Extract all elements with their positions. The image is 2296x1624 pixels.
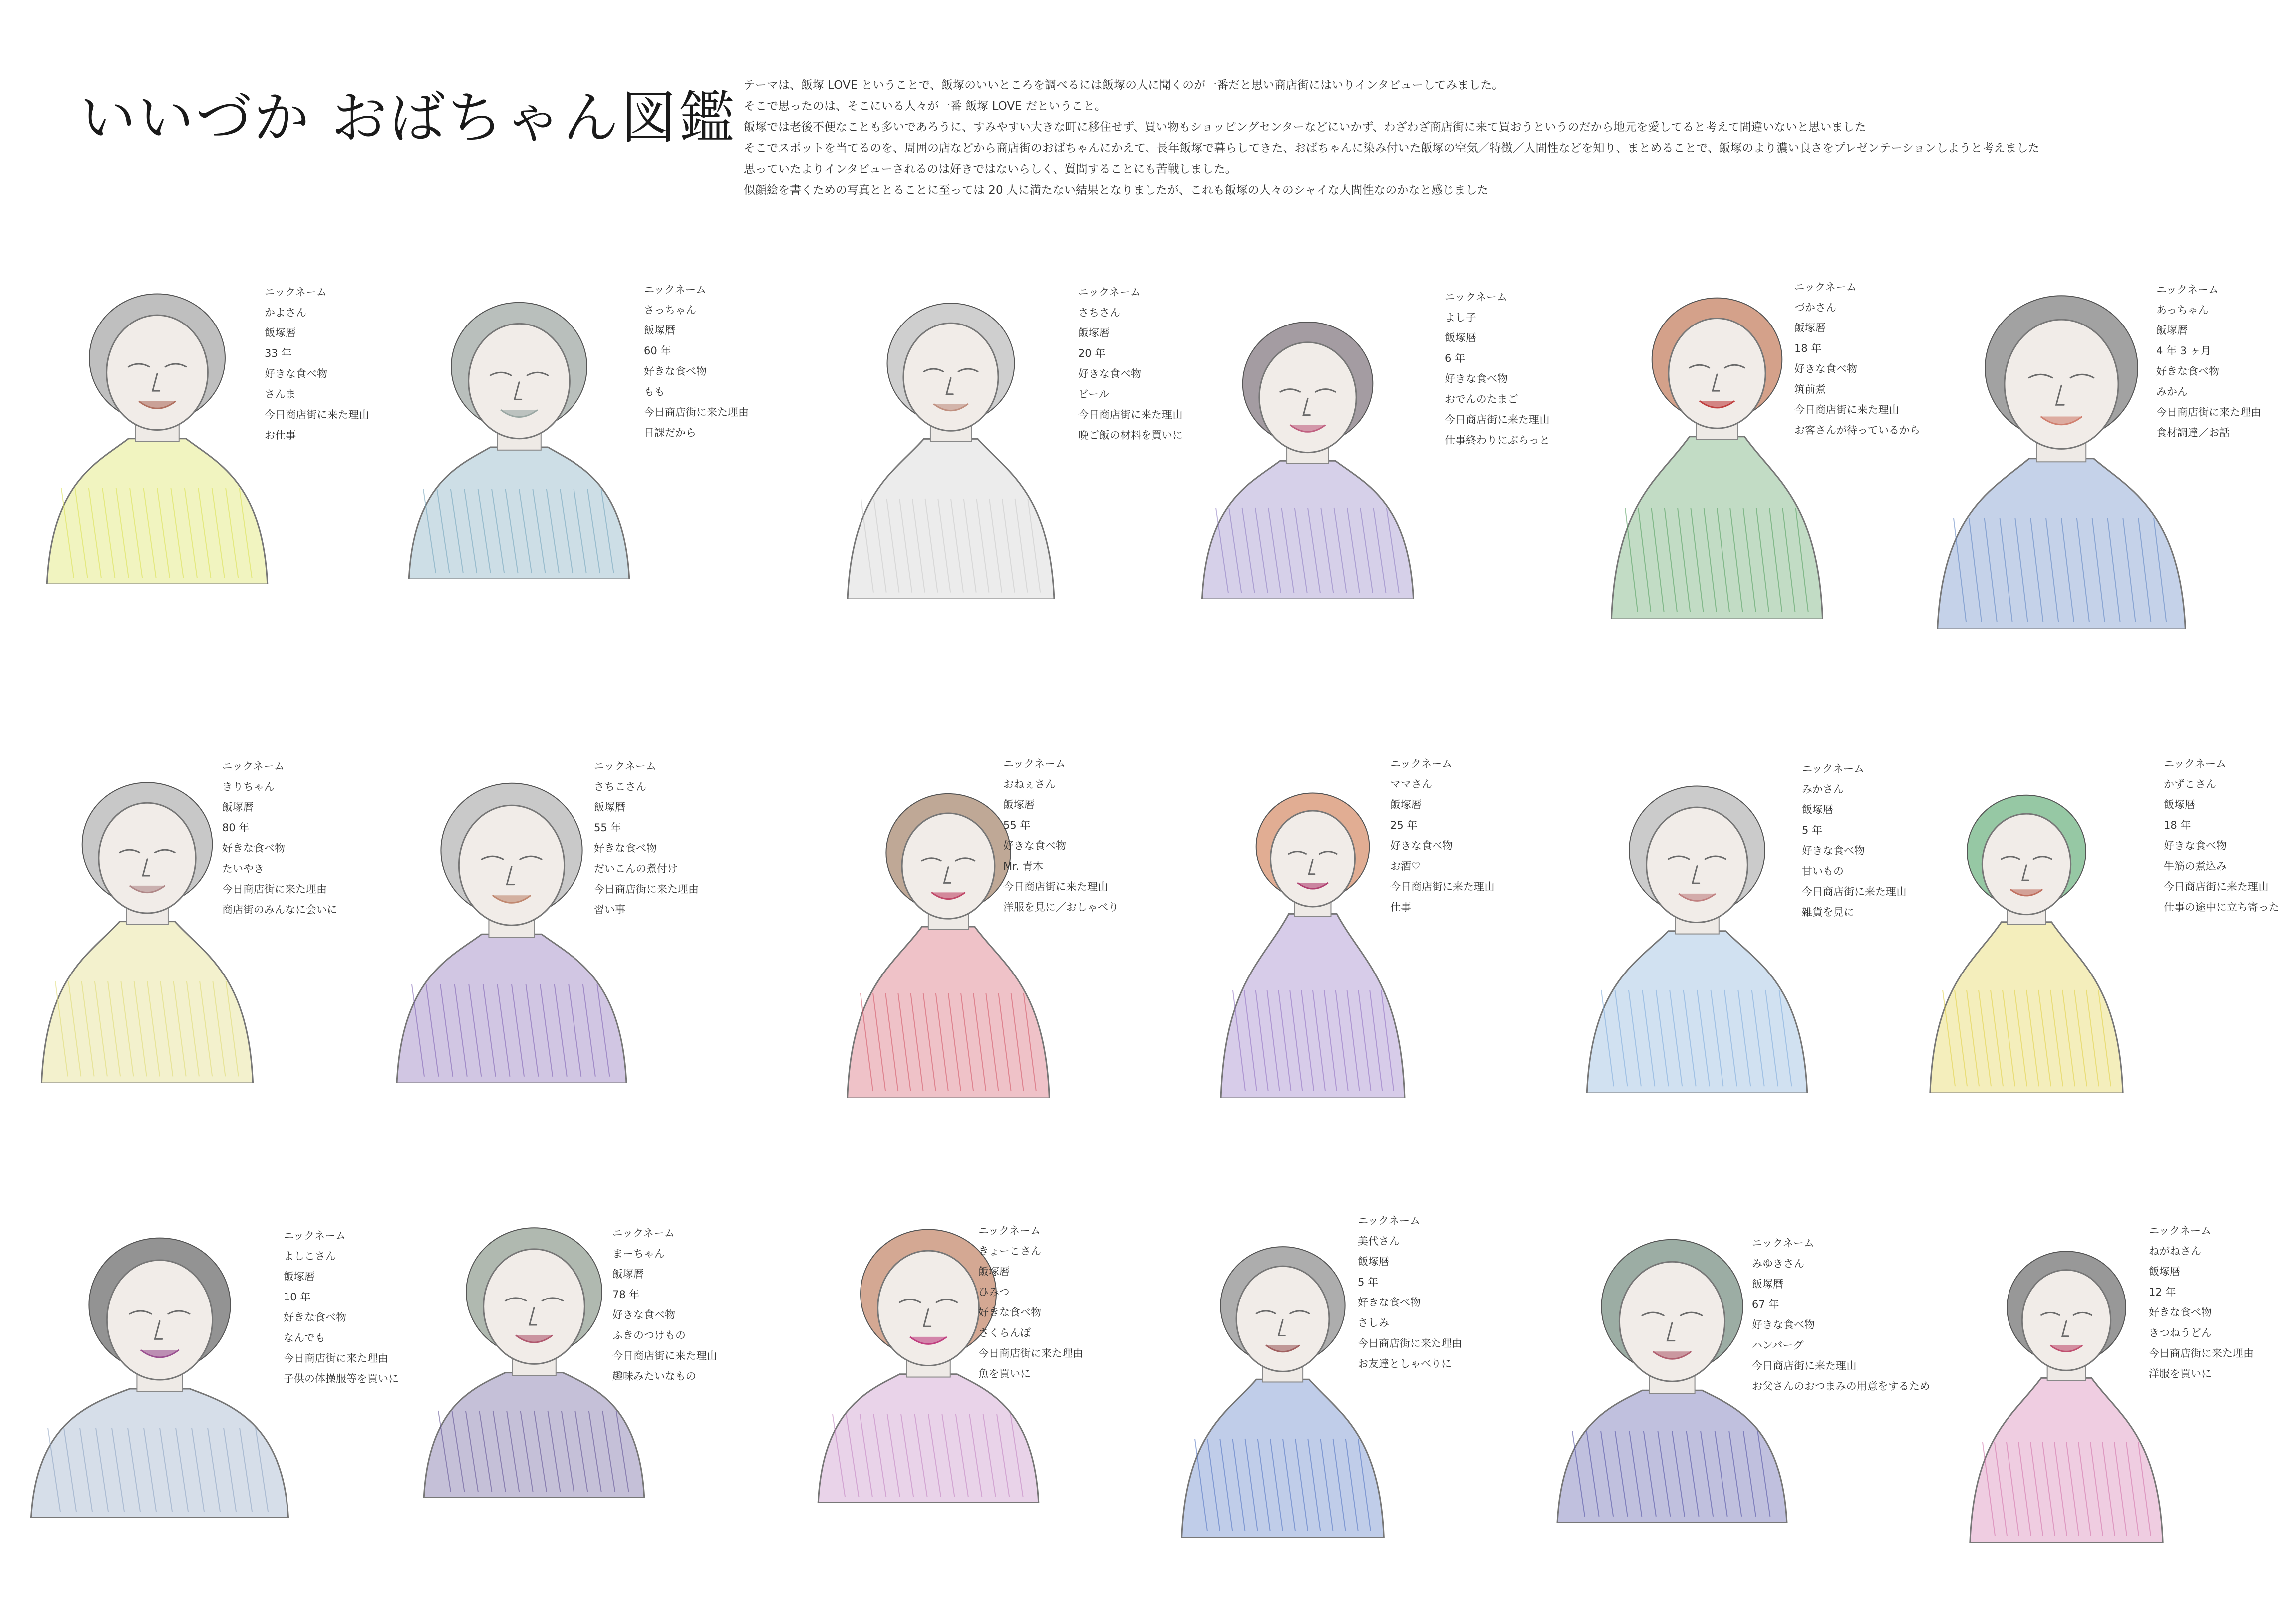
profile-food-label: 好きな食べ物 [1445,373,1508,385]
profile-reason: 晩ご飯の材料を買いに [1078,429,1183,441]
profile-reason: 仕事 [1390,901,1411,913]
profile-nickname: あっちゃん [2156,304,2209,316]
profile-food-label: 好きな食べ物 [1003,840,1066,852]
portrait-drawing [1193,295,1423,599]
intro-line: テーマは、飯塚 LOVE ということで、飯塚のいいところを調べるには飯塚の人に聞くのが一番だと思い商店街にはいりインタビューしてみました。 [744,79,1504,92]
profile-food: ビール [1078,388,1109,400]
profile-reason: 雑貨を見に [1802,906,1854,918]
profile-nickname-label: ニックネーム [1390,758,1452,770]
portrait-torso [41,922,253,1083]
profile-reason-label: 今日商店街に来た理由 [1752,1360,1857,1372]
profile-nickname: 美代さん [1358,1235,1400,1247]
profile-nickname-label: ニックネーム [2149,1225,2211,1237]
profile-reason: お客さんが待っているから [1794,424,1920,436]
profile-reason: 日課だから [644,427,696,439]
profile-info [284,1226,399,1389]
profile-reason-label: 今日商店街に来た理由 [2156,406,2261,418]
portrait-torso [397,934,626,1083]
profile-years-label: 飯塚暦 [1390,799,1422,811]
profile-food-label: 好きな食べ物 [1794,363,1857,375]
profile-reason-label: 今日商店街に来た理由 [2164,881,2269,893]
profile-years-label: 飯塚暦 [644,325,675,336]
portrait-drawing [1962,1208,2171,1543]
portrait-torso [424,1373,644,1498]
profile-reason-label: 今日商店街に来た理由 [612,1350,717,1362]
profile-nickname-label: ニックネーム [1802,763,1864,775]
profile-info [978,1221,1083,1384]
profile-info [612,1223,717,1387]
profile-reason-label: 今日商店街に来た理由 [1794,404,1899,416]
profile-food: お酒♡ [1390,860,1421,872]
profile-nickname-label: ニックネーム [284,1230,346,1242]
profile-nickname: よし子 [1445,312,1476,324]
profile-years: 4 年 3 ヶ月 [2156,345,2211,357]
profile-food-label: 好きな食べ物 [1390,840,1453,852]
profile-food-label: 好きな食べ物 [1752,1319,1815,1331]
intro-line: 思っていたよりインタビューされるのは好きではないらしく、質問することにも苦戦しました。 [744,163,1237,176]
profile-reason-label: 今日商店街に来た理由 [284,1352,388,1364]
profile-reason-label: 今日商店街に来た理由 [1390,881,1495,893]
portrait-torso [848,927,1050,1098]
portrait-torso [818,1374,1039,1503]
profile-reason-label: 今日商店街に来た理由 [222,883,327,895]
profile-food: もも [644,386,665,398]
profile-reason: 洋服を見に／おしゃべり [1003,901,1119,913]
portrait-torso [1611,437,1822,619]
profile-reason-label: 今日商店街に来た理由 [644,406,749,418]
profile-nickname: さちさん [1078,307,1120,319]
profile-reason: お友達としゃべりに [1358,1358,1452,1370]
profile-nickname-label: ニックネーム [2156,284,2219,296]
portrait-torso [1930,922,2123,1093]
profile-reason-label: 今日商店街に来た理由 [1003,881,1108,893]
profile-years-label: 飯塚暦 [612,1268,644,1280]
profile-years-label: 飯塚暦 [1752,1278,1783,1290]
profile-food-label: 好きな食べ物 [978,1306,1041,1318]
profile-reason-label: 今日商店街に来た理由 [978,1347,1083,1359]
profile-info [1445,287,1550,451]
portrait-torso [1938,459,2186,629]
profile-nickname: きりちゃん [222,781,275,793]
profile-food: 牛筋の煮込み [2164,860,2227,872]
profile-food: ハンバーグ [1752,1339,1804,1351]
portrait-drawing [1577,749,1817,1093]
profile-nickname: さっちゃん [644,304,696,316]
portrait-torso [848,439,1054,599]
profile-food-label: 好きな食べ物 [265,368,327,380]
profile-info [1802,759,1907,923]
profile-food-label: 好きな食べ物 [222,842,285,854]
portrait-drawing [1213,739,1413,1098]
profile-years-label: 飯塚暦 [2156,325,2188,336]
profile-years: 60 年 [644,345,671,357]
profile-nickname-label: ニックネーム [644,284,706,296]
profile-info [222,756,337,920]
profile-food-label: 好きな食べ物 [594,842,657,854]
portrait-drawing [839,265,1063,599]
profile-reason-label: 今日商店街に来た理由 [1802,886,1907,898]
portrait-drawing [20,1218,299,1518]
profile-food: なんでも [284,1332,325,1344]
profile-nickname-label: ニックネーム [2164,758,2226,770]
portrait-drawing [1927,260,2196,629]
profile-food: さくらんぼ [978,1327,1031,1339]
portrait-torso [1557,1390,1787,1523]
profile-reason-label: 今日商店街に来た理由 [1358,1337,1462,1349]
profile-nickname-label: ニックネーム [1358,1215,1420,1227]
profile-nickname: みゆきさん [1752,1258,1804,1270]
profile-info [2164,754,2279,918]
profile-food: ふきのつけもの [612,1329,686,1341]
profile-nickname-label: ニックネーム [1003,758,1066,770]
profile-food: たいやき [222,863,264,875]
profile-years-label: 飯塚暦 [1802,804,1833,816]
profile-years: 5 年 [1802,824,1823,836]
profile-food-label: 好きな食べ物 [644,365,707,377]
profile-food: 筑前煮 [1794,383,1826,395]
profile-reason: 魚を買いに [978,1368,1031,1380]
profile-info [1794,277,1920,441]
profile-nickname-label: ニックネーム [594,760,656,772]
profile-info [1003,754,1119,918]
profile-nickname: づかさん [1794,302,1836,314]
profile-food: だいこんの煮付け [594,863,678,875]
profile-years-label: 飯塚暦 [1794,322,1826,334]
profile-nickname-label: ニックネーム [978,1225,1041,1237]
profile-info [1078,282,1183,446]
profile-years: 18 年 [1794,342,1822,354]
portrait-torso [1970,1378,2163,1543]
profile-food-label: 好きな食べ物 [1358,1297,1421,1308]
page-title: いいづか おばちゃん図鑑 [80,86,737,151]
profile-food: さんま [265,388,296,400]
profile-info [2156,280,2261,443]
profile-info [1390,754,1495,918]
profile-years-label: 飯塚暦 [2149,1266,2180,1278]
profile-food: みかん [2156,386,2188,398]
profile-nickname-label: ニックネーム [222,760,285,772]
portrait-torso [47,439,268,584]
profile-reason: 商店街のみんなに会いに [222,904,337,916]
profile-nickname: かずこさん [2164,778,2216,790]
profile-reason-label: 今日商店街に来た理由 [1078,409,1183,421]
portrait-drawing [1922,749,2131,1093]
profile-food-label: 好きな食べ物 [2164,840,2227,852]
profile-reason: 仕事の途中に立ち寄った [2164,901,2279,913]
portrait-torso [1587,931,1807,1093]
profile-years-label: 飯塚暦 [978,1266,1010,1278]
profile-years-label: 飯塚暦 [284,1271,315,1283]
profile-nickname-label: ニックネーム [1794,281,1857,293]
profile-food: さしみ [1358,1317,1389,1329]
profile-nickname-label: ニックネーム [265,286,327,298]
profile-nickname-label: ニックネーム [1752,1237,1814,1249]
intro-line: 飯塚では老後不便なことも多いであろうに、すみやすい大きな町に移住せず、買い物もショッピングセンターなどにいかず、わざわざ商店街に来て買おうというのだから地元を愛してると考えて間違いないと思いました [744,121,1866,134]
profile-years: 12 年 [2149,1286,2176,1298]
profile-years: ひみつ [978,1286,1010,1298]
profile-info [265,282,369,446]
profile-nickname: よしこさん [284,1250,336,1262]
profile-years: 25 年 [1390,819,1418,831]
profile-years: 55 年 [1003,819,1031,831]
profile-nickname: さちこさん [594,781,646,793]
profile-years-label: 飯塚暦 [1358,1256,1389,1268]
profile-nickname: まーちゃん [612,1248,665,1260]
profile-years-label: 飯塚暦 [265,327,296,339]
profile-reason-label: 今日商店街に来た理由 [1445,414,1550,426]
profile-years: 33 年 [265,347,292,359]
profile-nickname: みかさん [1802,783,1844,795]
profile-years-label: 飯塚暦 [594,801,625,813]
profile-years-label: 飯塚暦 [1078,327,1110,339]
portrait-torso [1221,914,1405,1098]
profile-food: Mr. 青木 [1003,860,1044,872]
profile-reason: 子供の体操服等を買いに [284,1373,399,1385]
portrait-drawing [37,265,277,584]
profile-years: 10 年 [284,1291,311,1303]
profile-info [1752,1233,1930,1397]
portrait-torso [409,447,629,579]
profile-food-label: 好きな食べ物 [2149,1306,2212,1318]
profile-years: 78 年 [612,1289,640,1300]
profile-food-label: 好きな食べ物 [1802,845,1865,857]
profile-nickname-label: ニックネーム [1445,291,1507,303]
portrait-drawing [399,280,639,579]
profile-reason: 仕事終わりにぶらっと [1445,434,1550,446]
profile-info [644,280,749,443]
profile-nickname-label: ニックネーム [612,1227,675,1239]
profile-years: 6 年 [1445,352,1466,364]
intro-line: そこでスポットを当てるのを、周囲の店などから商店街のおばちゃんにかえて、長年飯塚で暮らしてきた、おばちゃんに染み付いた飯塚の空気／特徴／人間性などを知り、まとめることで、飯塚のより濃い良さをプレゼンテーションしようと考えました [744,142,2040,155]
profile-nickname: きょーこさん [978,1245,1041,1257]
profile-reason: お仕事 [265,429,296,441]
profile-reason: 洋服を買いに [2149,1368,2212,1380]
profile-nickname: ママさん [1390,778,1432,790]
profile-food-label: 好きな食べ物 [2156,365,2219,377]
intro-line: 似顔絵を書くための写真ととることに至っては 20 人に満たない結果となりましたが、これも飯塚の人々のシャイな人間性なのかなと感じました [744,184,1489,197]
profile-years-label: 飯塚暦 [2164,799,2195,811]
profile-reason: 趣味みたいなもの [612,1370,696,1382]
profile-reason: お父さんのおつまみの用意をするため [1752,1380,1930,1392]
portrait-torso [1182,1379,1384,1538]
profile-years: 5 年 [1358,1276,1379,1288]
intro-line: そこで思ったのは、そこにいる人々が一番 飯塚 LOVE だということ。 [744,100,1106,113]
intro-text [744,75,2091,201]
profile-years-label: 飯塚暦 [222,801,254,813]
profile-years: 80 年 [222,822,250,834]
profile-years: 67 年 [1752,1299,1779,1310]
profile-food-label: 好きな食べ物 [612,1309,675,1321]
profile-reason-label: 今日商店街に来た理由 [594,883,699,895]
profile-reason-label: 今日商店街に来た理由 [2149,1347,2254,1359]
profile-food-label: 好きな食べ物 [284,1311,346,1323]
profile-info [1358,1211,1462,1374]
profile-years: 55 年 [594,822,621,834]
profile-nickname: おねぇさん [1003,778,1056,790]
profile-food: きつねうどん [2149,1327,2212,1339]
profile-food-label: 好きな食べ物 [1078,368,1141,380]
profile-years-label: 飯塚暦 [1445,332,1476,344]
profile-years-label: 飯塚暦 [1003,799,1035,811]
profile-reason: 習い事 [594,904,625,916]
profile-nickname-label: ニックネーム [1078,286,1141,298]
profile-reason-label: 今日商店街に来た理由 [265,409,369,421]
profile-nickname: ねがねさん [2149,1245,2201,1257]
portrait-torso [1202,461,1413,599]
profile-food: 甘いもの [1802,865,1844,877]
profile-food: おでんのたまご [1445,393,1518,405]
profile-info [2149,1221,2254,1384]
profile-years: 18 年 [2164,819,2191,831]
profile-years: 20 年 [1078,347,1106,359]
profile-nickname: かよさん [265,307,306,319]
profile-info [594,756,699,920]
profile-reason: 食材調達／お話 [2156,427,2230,439]
